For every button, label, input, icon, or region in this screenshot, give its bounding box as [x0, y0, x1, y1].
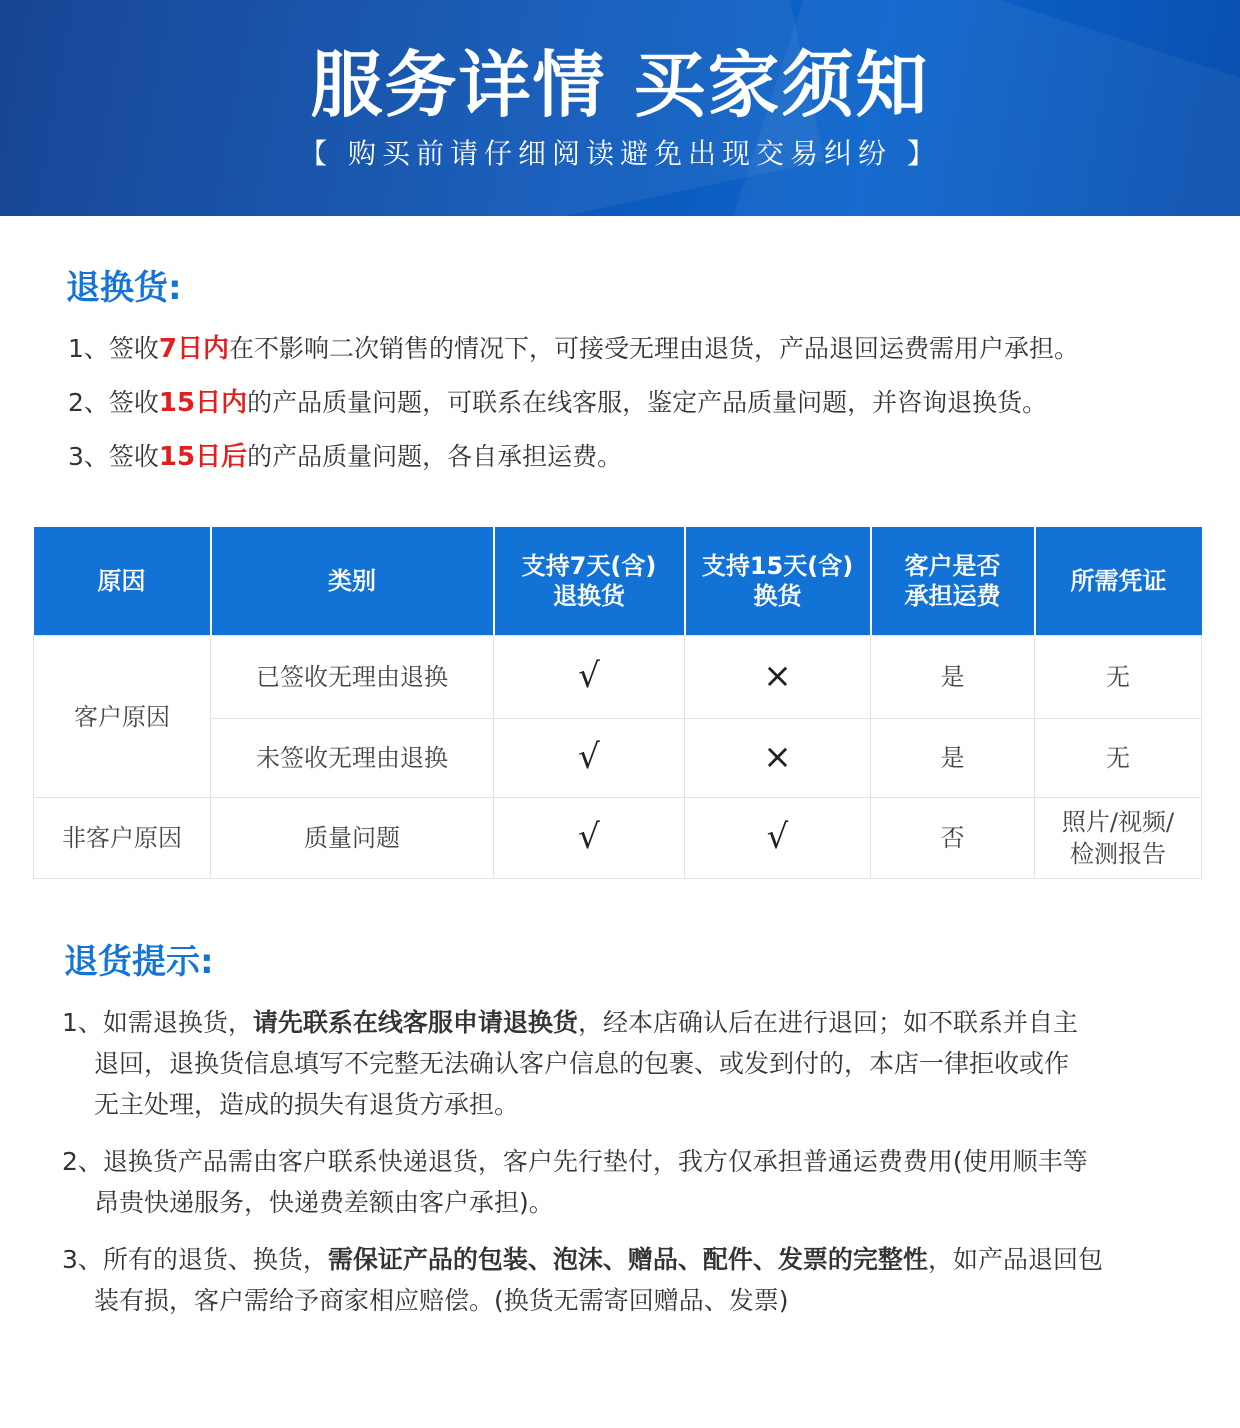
service-table	[33, 527, 1202, 879]
service-table-container	[33, 527, 1201, 879]
returns-section-title: 退换货:	[66, 268, 182, 308]
support15-cell	[685, 798, 871, 879]
shipping-cell: 是	[871, 636, 1035, 719]
shipping-cell: 是	[871, 719, 1035, 798]
return-tips-list	[62, 1002, 1202, 1337]
returns-rules-list	[68, 332, 1208, 494]
rule-prefix: 3、签收	[68, 442, 159, 471]
return-tip-1	[62, 1002, 1202, 1125]
tips-section-title: 退货提示:	[64, 942, 214, 982]
check-icon: √	[578, 817, 600, 857]
tip-text: 2、退换货产品需由客户联系快递退货，客户先行垫付，我方仅承担普通运费费用(使用顺丰等	[62, 1147, 1088, 1176]
rule-text: 的产品质量问题，可联系在线客服，鉴定产品质量问题，并咨询退换货。	[247, 388, 1048, 417]
proof-cell: 无	[1035, 636, 1202, 719]
cross-icon: ×	[763, 656, 792, 696]
table-row	[34, 798, 1202, 879]
table-header-row	[34, 527, 1202, 636]
table-row	[34, 636, 1202, 719]
returns-rule-3	[68, 440, 1208, 474]
tip-text: ，如产品退回包	[927, 1245, 1103, 1274]
header-proof: 所需凭证	[1035, 527, 1202, 636]
rule-highlight: 7日内	[158, 334, 229, 364]
header-support-15-days	[685, 527, 871, 636]
rule-prefix: 2、签收	[68, 388, 159, 417]
rule-prefix: 1、签收	[68, 334, 159, 363]
group-non-customer-reason: 非客户原因	[34, 798, 211, 879]
category-cell: 质量问题	[211, 798, 494, 879]
header-line: 换货	[753, 582, 802, 610]
group-customer-reason: 客户原因	[34, 636, 211, 798]
shipping-cell: 否	[871, 798, 1035, 879]
header-reason: 原因	[34, 527, 211, 636]
check-icon: √	[766, 817, 789, 857]
header-banner	[0, 0, 1240, 216]
proof-cell	[1035, 798, 1202, 879]
tip-text: 退回，退换货信息填写不完整无法确认客户信息的包裹、或发到付的，本店一律拒收或作	[94, 1049, 1070, 1078]
return-tip-2	[62, 1141, 1202, 1223]
tip-text: 1、如需退换货，	[62, 1008, 253, 1037]
category-cell: 未签收无理由退换	[211, 719, 494, 798]
check-icon: √	[578, 737, 600, 777]
rule-text: 在不影响二次销售的情况下，可接受无理由退货，产品退回运费需用户承担。	[229, 334, 1080, 363]
support15-cell	[685, 719, 871, 798]
proof-cell: 无	[1035, 719, 1202, 798]
cross-icon: ×	[763, 737, 792, 777]
tip-text: 无主处理，造成的损失有退货方承担。	[94, 1090, 520, 1119]
rule-text: 的产品质量问题，各自承担运费。	[247, 442, 623, 471]
tip-bold-text: 需保证产品的包装、泡沫、赠品、配件、发票的完整性	[327, 1245, 928, 1274]
returns-rule-1	[68, 332, 1208, 366]
returns-rule-2	[68, 386, 1208, 420]
check-icon: √	[578, 656, 600, 696]
rule-highlight: 15日后	[158, 442, 248, 472]
header-line: 客户是否	[904, 552, 1001, 580]
tip-text: 昂贵快递服务，快递费差额由客户承担)。	[94, 1188, 554, 1217]
return-tip-3	[62, 1239, 1202, 1321]
support15-cell	[685, 636, 871, 719]
tip-bold-text: 请先联系在线客服申请退换货	[252, 1008, 578, 1037]
proof-line: 检测报告	[1070, 840, 1166, 868]
header-line: 支持7天(含)	[521, 552, 657, 580]
header-support-7-days	[494, 527, 685, 636]
tip-text: ，经本店确认后在进行退回；如不联系并自主	[577, 1008, 1078, 1037]
header-line: 承担运费	[904, 582, 1001, 610]
header-shipping	[871, 527, 1035, 636]
banner-title: 服务详情 买家须知	[310, 43, 930, 127]
tip-text: 3、所有的退货、换货，	[62, 1245, 328, 1274]
header-line: 退换货	[553, 582, 625, 610]
banner-subtitle: 【 购买前请仔细阅读避免出现交易纠纷 】	[299, 137, 941, 170]
header-line: 支持15天(含)	[701, 552, 854, 580]
header-category: 类别	[211, 527, 494, 636]
proof-line: 照片/视频/	[1061, 808, 1175, 836]
support7-cell	[494, 798, 685, 879]
rule-highlight: 15日内	[158, 388, 248, 418]
category-cell: 已签收无理由退换	[211, 636, 494, 719]
support7-cell	[494, 719, 685, 798]
support7-cell	[494, 636, 685, 719]
tip-text: 装有损，客户需给予商家相应赔偿。(换货无需寄回赠品、发票)	[94, 1286, 789, 1315]
